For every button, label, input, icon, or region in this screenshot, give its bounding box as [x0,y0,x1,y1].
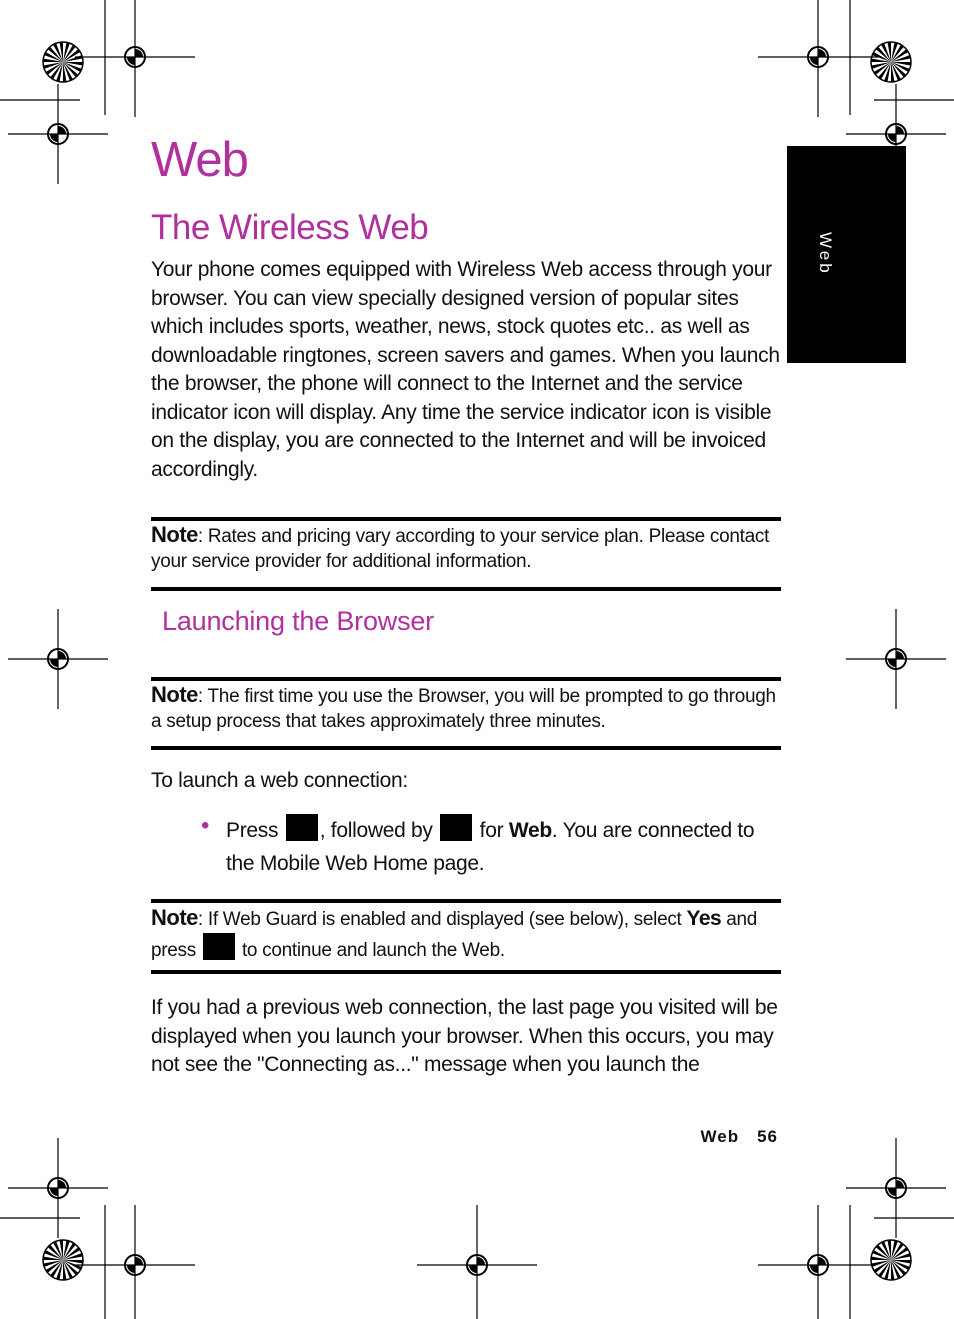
bullet-text: Press [226,819,279,842]
divider [151,746,781,750]
registration-crosshair-icon [8,609,108,709]
registration-crosshair-icon [8,1138,108,1238]
note-label: Note [151,682,198,707]
web-bold: Web [508,819,552,842]
note-label: Note [151,905,198,930]
registration-crosshair-icon [8,84,108,184]
launch-intro: To launch a web connection: [151,769,408,792]
closing-paragraph: If you had a previous web connection, the last page you visited will be displayed when you launch your browser. When this occurs, you may not see the "Connecting as..." message when you launch the [151,996,778,1076]
chapter-title: Web [151,133,248,187]
registration-crosshair-icon [846,609,946,709]
registration-crosshair-icon [758,1205,878,1319]
starburst-target-icon [43,42,83,82]
subsection-title: Launching the Browser [162,606,434,636]
starburst-target-icon [871,42,911,82]
yes-bold: Yes [686,907,722,930]
intro-paragraph: Your phone comes equipped with Wireless Web access through your browser. You can view specially designed version of popular sites which includes sports, weather, news, stock quotes etc.. as well as downloadable ringtones, screen savers and games. When you launch the browser, the phone will connect to the Internet and the service indicator icon will display. Any time the service indicator icon is visible on the display, you are connected to the Internet and will be invoiced accordingly. [151,258,780,481]
note-rates [151,523,781,574]
divider [151,899,781,903]
section-title: The Wireless Web [151,208,429,247]
note-text: : Rates and pricing vary according to your service plan. Please contact your service provider for additional information. [151,526,770,572]
key-button-icon [286,814,318,841]
note-web-guard [151,906,781,963]
starburst-target-icon [871,1240,911,1280]
registration-crosshair-icon [75,0,195,117]
registration-crosshair-icon [75,1205,195,1319]
note-text: to continue and launch the Web. [241,939,505,961]
registration-crosshair-icon [417,1205,537,1319]
registration-crosshair-icon [758,0,878,117]
note-text: : The first time you use the Browser, you will be prompted to go through a setup process that takes approximately three minutes. [151,686,776,732]
side-tab-label: Web [816,232,835,276]
note-text: and press [151,909,758,961]
divider [151,970,781,974]
bullet-icon: • [201,812,210,839]
note-label: Note [151,522,198,547]
bullet-text: for [479,819,504,842]
page-footer [701,1127,779,1147]
divider [151,587,781,591]
footer-section: Web [700,1127,740,1146]
key-button-icon [440,814,472,841]
key-button-icon [203,933,235,960]
note-setup [151,683,781,734]
side-tab [787,146,906,363]
bullet-text: , followed by [319,819,433,842]
note-text: : If Web Guard is enabled and displayed (see below), select [197,909,682,930]
divider [151,677,781,681]
divider [151,517,781,521]
registration-crosshair-icon [846,1138,946,1238]
bullet-item [226,814,786,880]
page-number: 56 [757,1127,778,1146]
bullet-text: . You are connected to the Mobile Web Home page. [226,819,755,875]
starburst-target-icon [43,1240,83,1280]
